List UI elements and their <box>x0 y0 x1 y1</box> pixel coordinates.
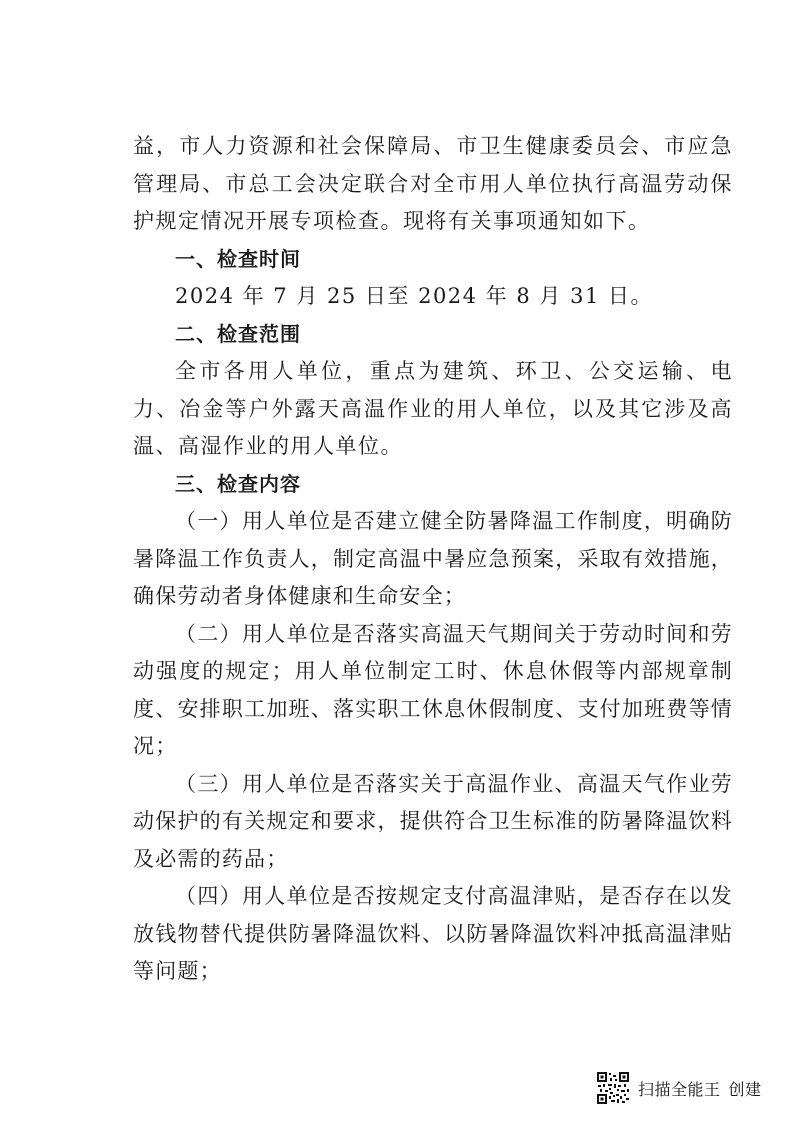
watermark-app-name: 扫描全能王 <box>638 1079 721 1099</box>
content-item-4: （四）用人单位是否按规定支付高温津贴，是否存在以发放钱物替代提供防暑降温饮料、以防暑降温饮料冲抵高温津贴等问题； <box>133 884 733 983</box>
inspection-scope-paragraph: 全市各用人单位，重点为建筑、环卫、公交运输、电力、冶金等户外露天高温作业的用人单位，以及其它涉及高温、高湿作业的用人单位。 <box>133 359 733 458</box>
section-heading-time: 一、检查时间 <box>175 246 301 271</box>
content-item-3: （三）用人单位是否落实关于高温作业、高温天气作业劳动保护的有关规定和要求，提供符合卫生标准的防暑降温饮料及必需的药品； <box>133 771 733 871</box>
section-heading-scope: 二、检查范围 <box>175 321 301 346</box>
content-item-2: （二）用人单位是否落实高温天气期间关于劳动时间和劳动强度的规定；用人单位制定工时、休息休假等内部规章制度、安排职工加班、落实职工休息休假制度、支付加班费等情况； <box>133 621 733 758</box>
scanner-watermark <box>596 1068 762 1108</box>
document-body <box>133 128 733 991</box>
qr-code-icon <box>596 1071 630 1105</box>
inspection-time-paragraph: 2024 年 7 月 25 日至 2024 年 8 月 31 日。 <box>175 284 653 308</box>
section-heading-content: 三、检查内容 <box>175 471 301 496</box>
watermark-text <box>638 1077 762 1100</box>
watermark-action: 创建 <box>728 1079 762 1099</box>
content-item-1: （一）用人单位是否建立健全防暑降温工作制度，明确防暑降温工作负责人，制定高温中暑应急预案，采取有效措施，确保劳动者身体健康和生命安全； <box>133 509 733 608</box>
intro-paragraph: 益，市人力资源和社会保障局、市卫生健康委员会、市应急管理局、市总工会决定联合对全市用人单位执行高温劳动保护规定情况开展专项检查。现将有关事项通知如下。 <box>133 134 733 233</box>
